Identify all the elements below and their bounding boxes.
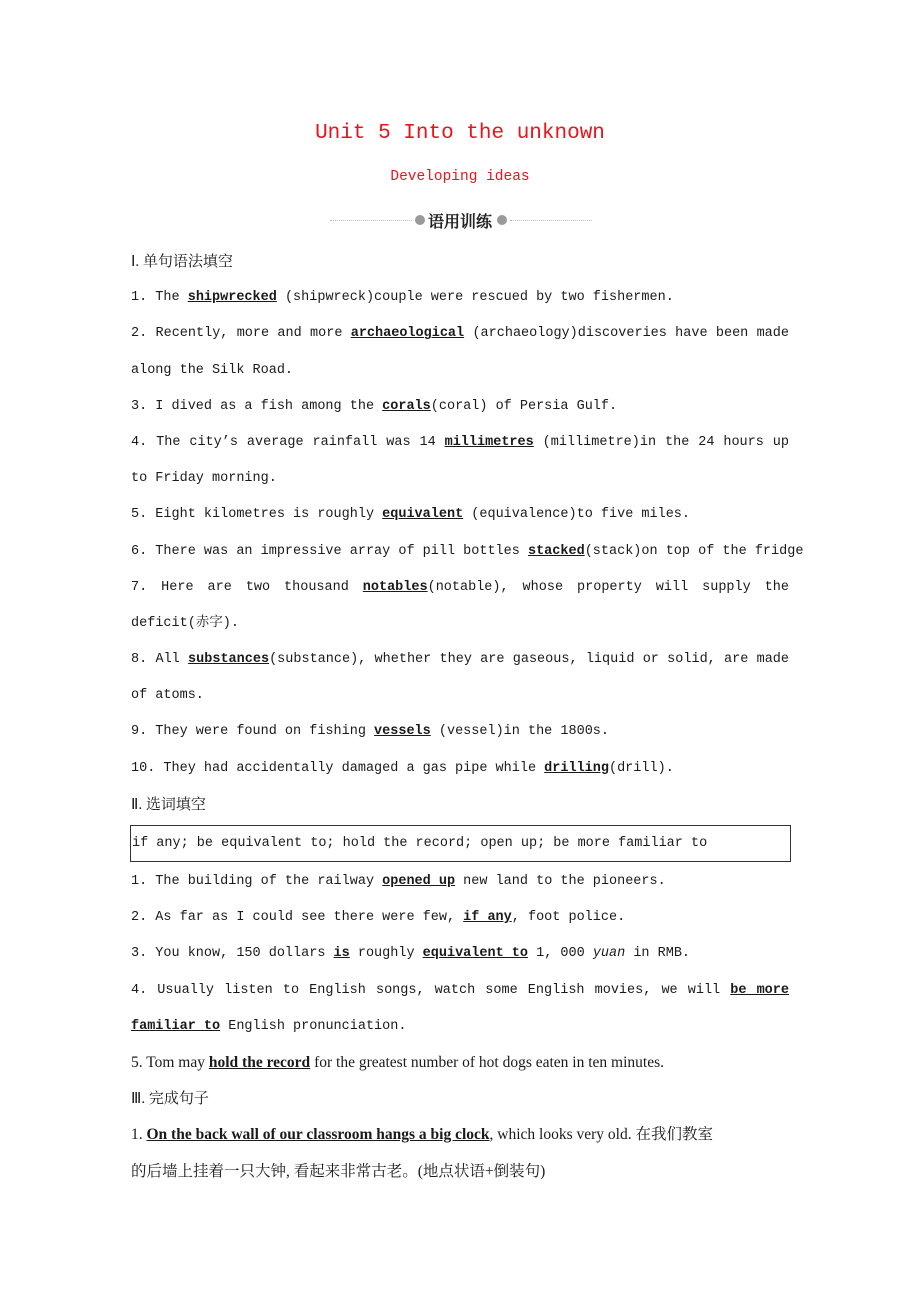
dot-icon — [415, 215, 425, 225]
line-text: 1. — [131, 1126, 147, 1144]
exercise-line — [131, 461, 789, 497]
answer-text: opened up — [382, 874, 456, 889]
line-text: along the Silk Road. — [131, 362, 294, 378]
line-text: 3. I dived as a fish among the — [131, 398, 383, 414]
line-text: Ⅰ. 单句语法填空 — [131, 254, 233, 270]
line-text: 2. As far as I could see there were few, — [131, 910, 464, 926]
line-text: (vessel)in the 1800s. — [430, 724, 609, 740]
line-text: 4. Usually listen to English songs, watch some English movies, we will — [131, 982, 731, 998]
line-text: for the greatest number of hot dogs eaten in ten minutes. — [310, 1053, 665, 1071]
answer-text: shipwrecked — [187, 290, 277, 306]
exercise-line — [131, 900, 789, 936]
exercise-line — [131, 389, 789, 425]
line-text: (coral) of Persia Gulf. — [430, 398, 618, 414]
answer-text: hold the record — [208, 1053, 311, 1071]
divider — [330, 220, 412, 221]
line-text: (equivalence)to five miles. — [463, 507, 691, 523]
line-text: (shipwreck)couple were rescued by two fishermen. — [276, 290, 674, 306]
line-text: deficit(赤字). — [131, 615, 240, 631]
answer-text: familiar to — [131, 1018, 221, 1034]
exercise-line — [131, 353, 789, 389]
exercise-line — [131, 1009, 789, 1045]
exercise-line — [131, 1045, 789, 1081]
line-text: (archaeology)discoveries have been made — [464, 326, 789, 342]
answer-text: if any — [463, 910, 512, 926]
line-text: of atoms. — [131, 688, 204, 704]
banner-label: 语用训练 — [428, 211, 493, 231]
exercise-line — [131, 1154, 789, 1190]
answer-text: equivalent to — [422, 946, 528, 962]
line-text: (millimetre)in the 24 hours up — [533, 434, 789, 450]
exercise-line — [131, 497, 789, 533]
line-text: 4. The city’s average rainfall was 14 — [131, 434, 445, 450]
section-heading — [131, 1081, 789, 1117]
line-text: 10. They had accidentally damaged a gas pipe while — [131, 760, 545, 776]
line-text: 1, 000 — [528, 946, 593, 962]
answer-text: be more — [730, 982, 789, 998]
line-text: 1. The — [131, 290, 188, 306]
line-text: 9. They were found on fishing — [131, 724, 375, 740]
page-title: Unit 5 Into the unknown — [315, 122, 605, 145]
answer-text: On the back wall of our classroom hangs a big clock — [146, 1126, 490, 1144]
line-text: if any; be equivalent to; hold the record; open up; be more familiar to — [132, 836, 708, 851]
divider — [510, 220, 592, 221]
exercise-line — [131, 642, 789, 678]
answer-text: substances — [188, 652, 270, 668]
exercise-line — [131, 316, 789, 352]
exercise-line — [131, 570, 789, 606]
exercise-line — [131, 534, 804, 570]
line-text: (drill). — [608, 760, 674, 776]
exercise-line — [131, 606, 789, 642]
section-banner — [330, 208, 592, 232]
exercise-line — [131, 1117, 789, 1153]
line-text: , foot police. — [511, 910, 626, 926]
exercise-line — [131, 973, 789, 1009]
exercise-content — [131, 244, 804, 1190]
line-text: (substance), whether they are gaseous, liquid or solid, are made — [269, 652, 790, 668]
line-text: 6. There was an impressive array of pill bottles — [131, 543, 528, 559]
line-text: new land to the pioneers. — [455, 874, 666, 889]
answer-text: vessels — [374, 724, 431, 740]
line-text: yuan — [592, 946, 626, 962]
exercise-line — [131, 864, 789, 900]
line-text: 3. You know, 150 dollars — [131, 946, 334, 962]
line-text: 5. Tom may — [131, 1053, 209, 1071]
answer-text: is — [333, 946, 350, 962]
line-text: 5. Eight kilometres is roughly — [131, 507, 383, 523]
line-text: English pronunciation. — [220, 1018, 407, 1034]
answer-text: notables — [362, 579, 428, 595]
exercise-line — [131, 280, 789, 316]
answer-text: equivalent — [382, 507, 464, 523]
exercise-line — [131, 678, 789, 714]
line-text: 7. Here are two thousand — [131, 579, 363, 595]
line-text: in RMB. — [625, 946, 691, 962]
page-subtitle: Developing ideas — [390, 169, 530, 185]
line-text: (stack)on top of the fridge — [584, 543, 804, 559]
word-bank-box — [130, 825, 791, 862]
line-text: 8. All — [131, 652, 189, 668]
exercise-line — [131, 714, 789, 750]
dot-icon — [497, 215, 507, 225]
line-text: 的后墙上挂着一只大钟, 看起来非常古老。(地点状语+倒装句) — [131, 1162, 546, 1180]
answer-text: stacked — [527, 543, 585, 559]
exercise-line — [131, 936, 789, 972]
line-text: (notable), whose property will supply the — [427, 579, 789, 595]
line-text: , which looks very old. 在我们教室 — [489, 1126, 713, 1144]
exercise-line — [131, 751, 789, 787]
line-text: Ⅱ. 选词填空 — [131, 796, 206, 813]
section-heading — [131, 244, 789, 280]
line-text: 2. Recently, more and more — [131, 326, 351, 342]
line-text: Ⅲ. 完成句子 — [131, 1091, 209, 1108]
answer-text: archaeological — [350, 326, 465, 342]
line-text: roughly — [349, 946, 423, 962]
line-text: 1. The building of the railway — [131, 874, 383, 889]
exercise-line — [131, 425, 789, 461]
section-heading — [131, 787, 789, 823]
answer-text: drilling — [544, 760, 609, 776]
answer-text: millimetres — [444, 434, 534, 450]
line-text: to Friday morning. — [131, 471, 277, 487]
answer-text: corals — [382, 398, 431, 414]
